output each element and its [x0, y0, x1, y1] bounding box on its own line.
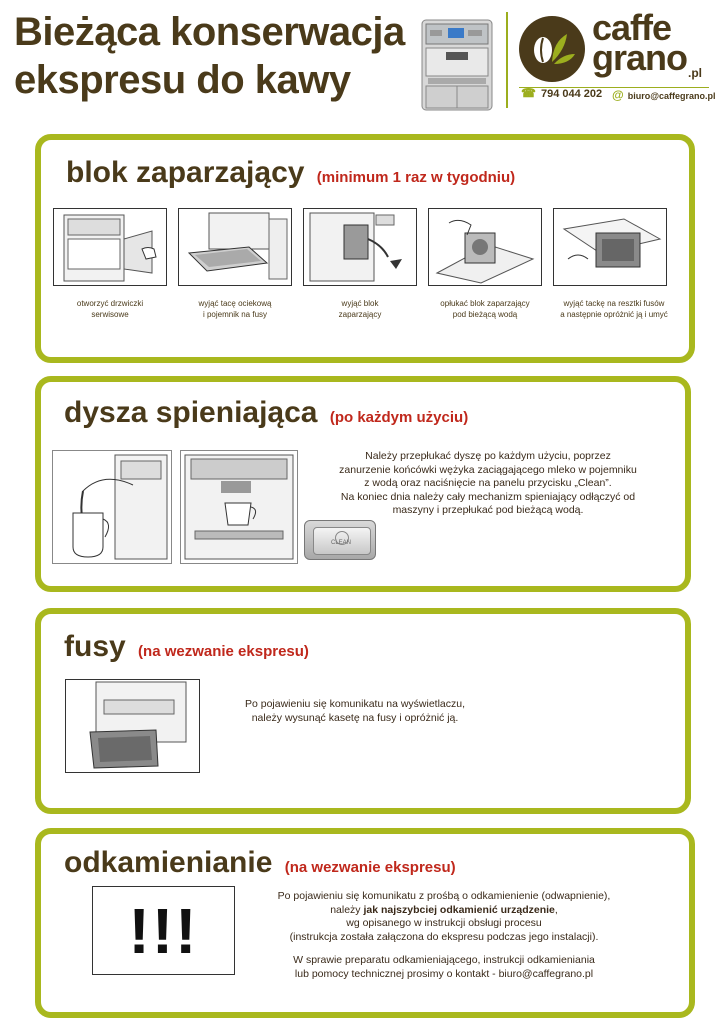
phone-contact — [521, 86, 602, 100]
descaling-line-2-end: , — [554, 903, 558, 916]
step-open-door-image — [53, 208, 167, 286]
espresso-machine-image — [418, 16, 496, 114]
step-remove-tray-image — [178, 208, 292, 286]
logo-domain: .pl — [688, 66, 702, 80]
warning-marks-box — [92, 886, 235, 975]
grounds-instructions — [210, 698, 500, 725]
at-icon: @ — [612, 88, 624, 102]
caption-line: pod bieżącą wodą — [452, 310, 518, 319]
descaling-emphasis: jak najszybciej odkamienić urządzenie — [363, 903, 555, 916]
email-contact[interactable] — [612, 88, 715, 102]
caption-line: serwisowe — [91, 310, 129, 319]
caption-line: wyjąć tacę ociekową — [198, 299, 272, 308]
descaling-line-5: W sprawie preparatu odkamieniającego, instrukcji odkamieniania — [293, 954, 595, 966]
step-caption-remove-tray — [168, 298, 302, 320]
descaling-line-2-start: należy — [330, 903, 364, 916]
descaling-title: odkamienianie — [64, 846, 273, 879]
brew-group-heading — [66, 156, 515, 190]
nozzle-line-4: Na koniec dnia należy cały mechanizm spieniający odłączyć od — [340, 490, 636, 503]
descaling-frequency: (na wezwanie ekspresu) — [284, 859, 456, 876]
caption-line: wyjąć tackę na resztki fusów — [563, 299, 665, 308]
logo-word-grano: grano — [592, 37, 688, 78]
caption-line: zaparzający — [338, 310, 382, 319]
phone-number: 794 044 202 — [540, 88, 603, 100]
grounds-title: fusy — [64, 630, 126, 663]
brew-group-title: blok zaparzający — [66, 156, 305, 189]
grounds-heading — [64, 630, 309, 664]
milk-hose-image — [52, 450, 172, 564]
step-caption-remove-brew-unit — [303, 298, 417, 320]
warning-exclamation-icon: !!! — [128, 894, 199, 967]
email-address[interactable]: biuro@caffegrano.pl — [627, 91, 716, 101]
caption-line: i pojemnik na fusy — [202, 310, 268, 319]
step-caption-open-door — [53, 298, 167, 320]
frothing-nozzle-title: dysza spieniająca — [64, 396, 318, 429]
step-remove-brew-unit-image — [303, 208, 417, 286]
caption-line: wyjąć blok — [341, 299, 379, 308]
caption-line: otworzyć drzwiczki — [76, 299, 144, 308]
nozzle-line-3: z wodą oraz naciśnięcie na panelu przycisku „Clean”. — [364, 477, 612, 489]
coffee-bean-logo-icon — [519, 16, 585, 82]
descaling-line-4: (instrukcja została załączona do ekspresu podczas jego instalacji). — [289, 930, 599, 943]
caption-line: opłukać blok zaparzający — [440, 299, 530, 308]
grounds-line-1: Po pojawieniu się komunikatu na wyświetlaczu, — [244, 698, 466, 710]
header-divider — [506, 12, 508, 108]
clean-button-label: CLEAN — [331, 540, 352, 546]
descaling-instructions — [244, 890, 644, 981]
descaling-line-2 — [244, 904, 644, 918]
clean-button-image — [304, 520, 376, 560]
frothing-nozzle-heading — [64, 396, 468, 430]
title-line-2: ekspresu do kawy — [14, 58, 351, 102]
caption-line: a następnie opróżnić ją i umyć — [560, 310, 668, 319]
frothing-nozzle-frequency: (po każdym użyciu) — [329, 409, 469, 426]
nozzle-cup-image — [180, 450, 298, 564]
step-rinse-brew-unit-image — [428, 208, 542, 286]
step-empty-residue-tray-image — [553, 208, 667, 286]
descaling-line-6: lub pomocy technicznej prosimy o kontakt - biuro@caffegrano.pl — [294, 967, 594, 980]
nozzle-line-2: zanurzenie końcówki wężyka zaciągającego mleko w pojemniku — [339, 463, 637, 476]
spacer — [244, 944, 644, 954]
grounds-drawer-image — [65, 679, 200, 773]
nozzle-line-5: maszyny i przepłukać pod bieżącą wodą. — [392, 504, 584, 516]
logo-word-caffe: caffe — [592, 7, 672, 48]
step-caption-empty-residue-tray — [544, 298, 684, 320]
descaling-line-1: Po pojawieniu się komunikatu z prośbą o odkamienienie (odwapnienie), — [277, 890, 611, 902]
phone-icon: ☎ — [521, 86, 536, 100]
nozzle-instructions — [308, 450, 668, 518]
brew-group-frequency: (minimum 1 raz w tygodniu) — [316, 169, 516, 186]
page-title — [14, 8, 405, 104]
title-line-1: Bieżąca konserwacja — [14, 10, 405, 54]
grounds-frequency: (na wezwanie ekspresu) — [138, 643, 309, 660]
grounds-line-2: należy wysunąć kasetę na fusy i opróżnić ją. — [251, 711, 459, 724]
step-caption-rinse-brew-unit — [418, 298, 552, 320]
descaling-heading — [64, 846, 456, 880]
nozzle-line-1: Należy przepłukać dyszę po każdym użyciu, poprzez — [365, 450, 611, 462]
descaling-line-3: wg opisanego w instrukcji obsługi procesu — [346, 917, 542, 929]
